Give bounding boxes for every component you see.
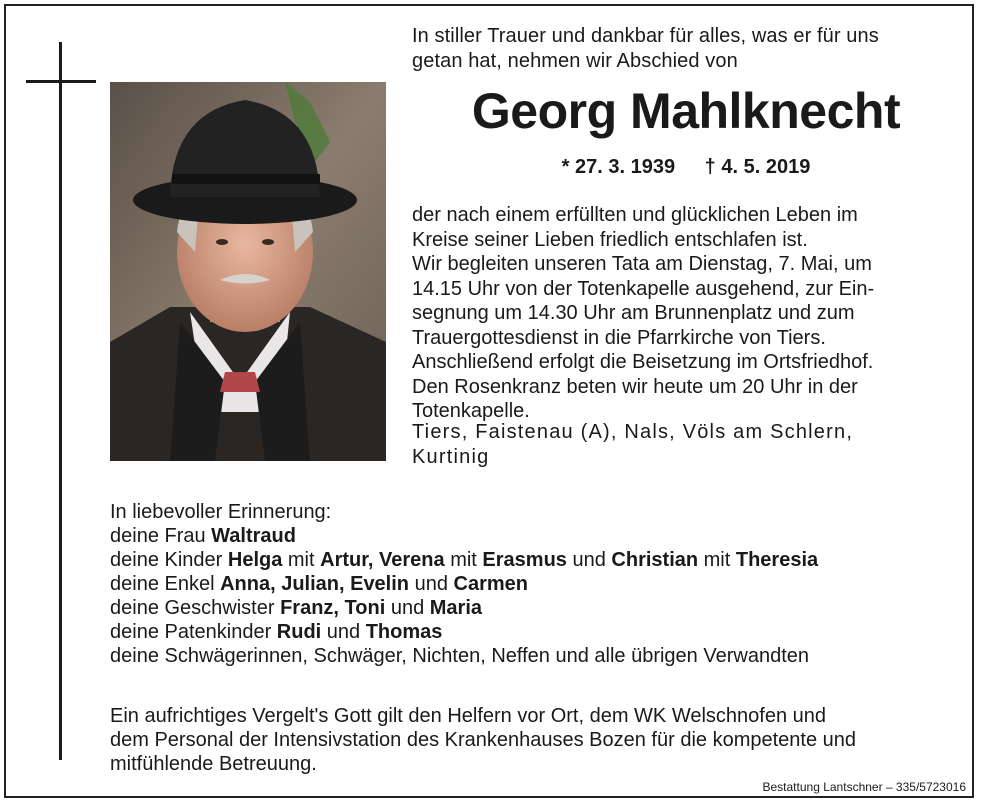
- body-line: 14.15 Uhr von der Totenkapelle ausgehend, zur Ein-: [412, 277, 875, 300]
- connector: und: [566, 549, 612, 571]
- label: deine Kinder: [110, 549, 228, 571]
- intro-line: getan hat, nehmen wir Abschied von: [412, 50, 738, 72]
- portrait-photo: [110, 82, 386, 461]
- child-name: Helga: [227, 549, 283, 571]
- death-date: † 4. 5. 2019: [704, 156, 811, 178]
- life-dates: [412, 156, 960, 179]
- body-line: Trauergottesdienst in die Pfarrkirche von Tiers.: [412, 326, 826, 349]
- connector: mit: [698, 549, 736, 571]
- portrait-illustration: [110, 82, 386, 461]
- family-relatives: deine Schwägerinnen, Schwäger, Nichten, Neffen und alle übrigen Verwandten: [110, 645, 809, 667]
- label: deine Frau: [110, 525, 212, 547]
- thanks-text: [110, 704, 954, 776]
- label: deine Enkel: [110, 573, 221, 595]
- family-siblings: [110, 596, 930, 620]
- cross-vertical: [59, 42, 62, 760]
- family-wife: [110, 524, 930, 548]
- birth-date: * 27. 3. 1939: [561, 156, 676, 178]
- child-name: Artur, Verena: [320, 549, 445, 571]
- godchild-name: Thomas: [365, 621, 443, 643]
- cross-horizontal: [26, 80, 96, 83]
- grandchild-names: Anna, Julian, Evelin: [220, 573, 410, 595]
- family-list: [110, 500, 930, 668]
- family-grandchildren: [110, 572, 930, 596]
- godchild-name: Rudi: [276, 621, 322, 643]
- intro-text: [412, 24, 960, 74]
- body-line: der nach einem erfüllten und glücklichen Leben im: [412, 204, 858, 226]
- body-line: Totenkapelle.: [412, 400, 530, 422]
- grandchild-name: Carmen: [453, 573, 528, 595]
- label: deine Patenkinder: [110, 621, 277, 643]
- connector: und: [385, 597, 430, 619]
- child-name: Christian: [611, 549, 699, 571]
- intro-line: In stiller Trauer und dankbar für alles, was er für uns: [412, 25, 879, 47]
- family-children: [110, 548, 930, 572]
- connector: und: [409, 573, 454, 595]
- body-line: segnung um 14.30 Uhr am Brunnenplatz und zum: [412, 302, 855, 324]
- body-line: Anschließend erfolgt die Beisetzung im Ortsfriedhof.: [412, 351, 874, 373]
- connector: und: [321, 621, 366, 643]
- thanks-line: dem Personal der Intensivstation des Krankenhauses Bozen für die kompetente und: [110, 729, 857, 751]
- wife-name: Waltraud: [211, 525, 296, 547]
- obituary-body: [412, 203, 954, 424]
- thanks-line: mitfühlende Betreuung.: [110, 753, 317, 775]
- sibling-names: Franz, Toni: [280, 597, 386, 619]
- child-name: Theresia: [735, 549, 819, 571]
- label: deine Geschwister: [110, 597, 281, 619]
- family-godchildren: [110, 620, 930, 644]
- thanks-line: Ein aufrichtiges Vergelt's Gott gilt den Helfern vor Ort, dem WK Welschnofen und: [110, 705, 827, 727]
- sibling-name: Maria: [429, 597, 482, 619]
- family-heading: In liebevoller Erinnerung:: [110, 501, 332, 523]
- deceased-name: Georg Mahlknecht: [471, 83, 901, 139]
- connector: mit: [444, 549, 483, 571]
- places-list: [412, 420, 954, 470]
- places-line: Kurtinig: [412, 446, 490, 468]
- child-name: Erasmus: [482, 549, 567, 571]
- funeral-home-credit: Bestattung Lantschner – 335/5723016: [762, 780, 966, 794]
- places-line: Tiers, Faistenau (A), Nals, Völs am Schlern,: [412, 421, 854, 443]
- connector: mit: [282, 549, 321, 571]
- body-line: Wir begleiten unseren Tata am Dienstag, 7. Mai, um: [412, 253, 872, 275]
- body-line: Kreise seiner Lieben friedlich entschlafen ist.: [412, 228, 808, 251]
- body-line: Den Rosenkranz beten wir heute um 20 Uhr in der: [412, 375, 858, 398]
